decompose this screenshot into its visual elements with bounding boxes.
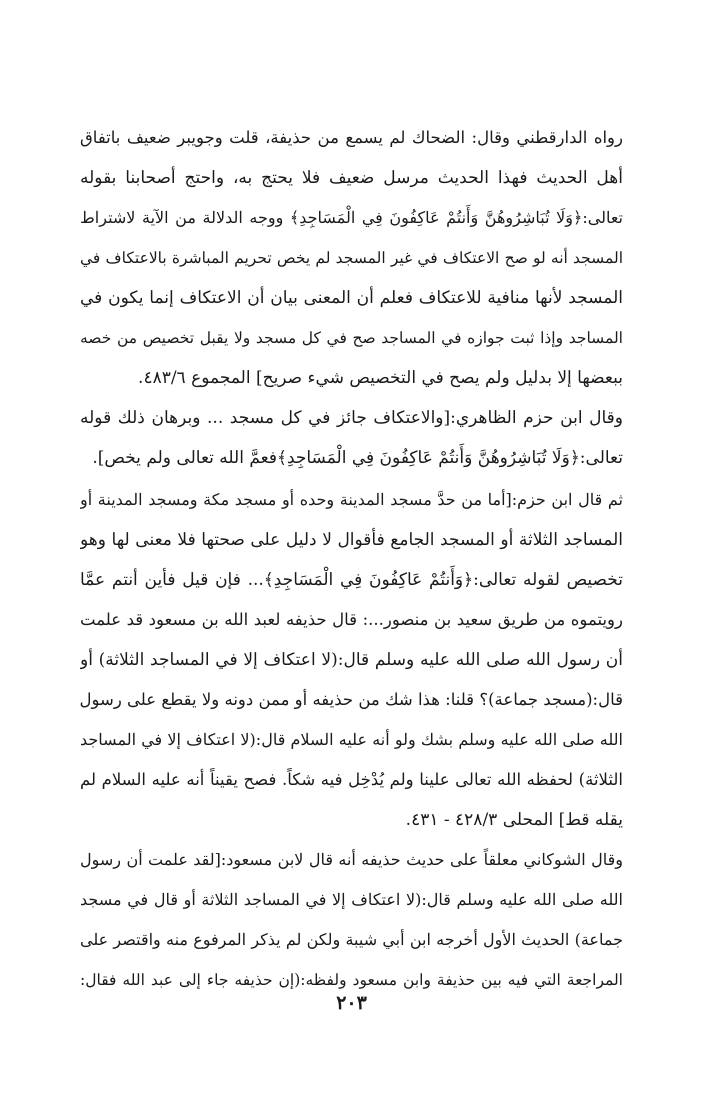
text-line: ببعضها إلا بدليل ولم يصح في التخصيص شيء صريح] المجموع ٤٨٣/٦. (138, 368, 623, 388)
text-line: الثلاثة) لحفظه الله تعالى علينا ولم يُدْخِل فيه شكاً. فصح يقيناً أنه عليه السلام لم (80, 770, 623, 789)
text-line: المراجعة التي فيه بين حذيفة وابن مسعود ولفظه:(إن حذيفه جاء إلى عبد الله فقال: (80, 971, 623, 989)
text-line: المساجد وإذا ثبت جوازه في المساجد صح في كل مسجد ولا يقبل تخصيص من خصه (80, 329, 623, 347)
text-line: وقال الشوكاني معلقاً على حديث حذيفه أنه قال لابن مسعود:[لقد علمت أن رسول (80, 850, 623, 869)
text-line: رواه الدارقطني وقال: الضحاك لم يسمع من حذيفة، قلت وجويبر ضعيف باتفاق (80, 128, 623, 147)
page-number: ٢٠٣ (336, 992, 367, 1014)
text-line: وقال ابن حزم الظاهري:[والاعتكاف جائز في كل مسجد ... وبرهان ذلك قوله (80, 408, 623, 428)
text-line: الله صلى الله عليه وسلم قال:(لا اعتكاف إلا في المساجد الثلاثة أو قال في مسجد (80, 890, 623, 909)
text-line: أن رسول الله صلى الله عليه وسلم قال:(لا اعتكاف إلا في المساجد الثلاثة) أو (80, 650, 623, 670)
text-line: المساجد الثلاثة أو المسجد الجامع فأقوال لا دليل على صحتها فلا معنى لها وهو (80, 530, 623, 550)
text-line: قال:(مسجد جماعة)؟ قلنا: هذا شك من حذيفه أو ممن دونه ولا يقطع على رسول (80, 690, 623, 709)
text-line: تخصيص لقوله تعالى:﴿وَأَنتُمْ عَاكِفُونَ فِي الْمَسَاجِدِ﴾... فإن قيل فأين أنتم عمَّا (80, 570, 623, 590)
text-line: تعالى:﴿وَلَا تُبَاشِرُوهُنَّ وَأَنتُمْ عَاكِفُونَ فِي الْمَسَاجِدِ﴾فعمَّ الله تعالى ولم يخص]. (92, 448, 623, 468)
text-line: تعالى:﴿وَلَا تُبَاشِرُوهُنَّ وَأَنتُمْ عَاكِفُونَ فِي الْمَسَاجِدِ﴾ ووجه الدلالة من الآية لاشتراط (80, 208, 623, 227)
text-line: المسجد لأنها منافية للاعتكاف فعلم أن المعنى بيان أن الاعتكاف إنما يكون في (80, 288, 623, 308)
text-line: أهل الحديث فهذا الحديث مرسل ضعيف فلا يحتج به، واحتج أصحابنا بقوله (80, 168, 623, 188)
text-line: رويتموه من طريق سعيد بن منصور...: قال حذيفه لعبد الله بن مسعود قد علمت (80, 610, 623, 629)
text-line: الله صلى الله عليه وسلم بشك ولو أنه عليه السلام قال:(لا اعتكاف إلا في المساجد (80, 730, 623, 749)
text-line: المسجد أنه لو صح الاعتكاف في غير المسجد لم يخص تحريم المباشرة بالاعتكاف في (80, 249, 623, 267)
text-line: يقله قط] المحلى ٤٢٨/٣ - ٤٣١. (405, 810, 623, 830)
text-line: جماعة) الحديث الأول أخرجه ابن أبي شيبة ولكن لم يذكر المرفوع منه واقتصر على (80, 930, 623, 949)
text-line: ثم قال ابن حزم:[أما من حدَّ مسجد المدينة وحده أو مسجد مكة ومسجد المدينة أو (80, 490, 623, 509)
